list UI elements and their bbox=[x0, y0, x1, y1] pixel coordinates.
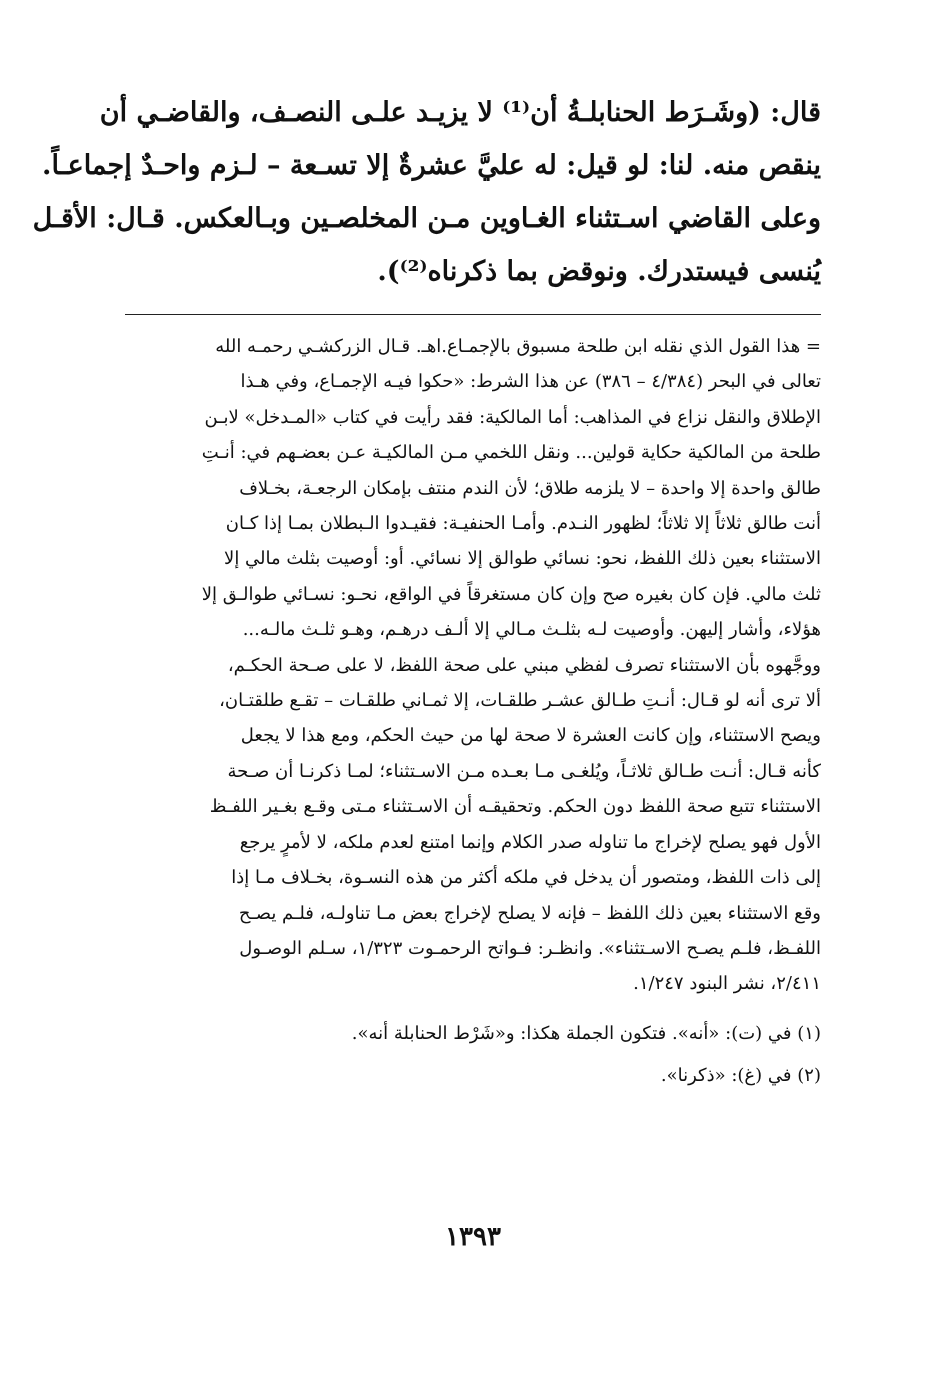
footnote-marker: (١) bbox=[797, 1022, 821, 1044]
footnote-line: تعالى في البحر (٤/٣٨٤ – ٣٨٦) عن هذا الشرط: «حكوا فيـه الإجمـاع، وفي هـذا bbox=[240, 371, 821, 393]
footnote-line: إلى ذات اللفظ، ومتصور أن يدخل في ملكه أكثر من هذه النسـوة، بخـلاف مـا إذا bbox=[231, 867, 821, 889]
footnote-line: الأول فهو يصلح لإخراج ما تناوله صدر الكلام وإنما امتنع لعدم ملكه، لا لأمرٍ يرجع bbox=[239, 831, 821, 853]
main-text bbox=[32, 86, 821, 298]
footnote-marker: (٢) bbox=[797, 1064, 821, 1086]
footnote-line: هؤلاء، وأشار إليهن. وأوصيت لـه بثلـث مـالي إلا ألـف درهـم، وهـو ثلـث مالـه... bbox=[242, 619, 821, 641]
footnote-divider bbox=[125, 314, 821, 315]
footnote-line: الاستثناء بعين ذلك اللفظ، نحو: نسائي طوالق إلا نسائي. أو: أوصيت بثلث مالي إلا bbox=[224, 548, 821, 570]
main-text-line: يُنسى فيستدرك. ونوقض بما ذكرناه⁽²⁾). bbox=[377, 256, 821, 287]
footnote-line: وقع الاستثناء بعين ذلك اللفظ – فإنه لا يصلح لإخراج بعض مـا تناولـه، فلـم يصـح bbox=[238, 902, 821, 924]
footnote-1 bbox=[125, 1016, 821, 1052]
footnote-line: = هذا القول الذي نقله ابن طلحة مسبوق بالإجمـاع.اهـ. قـال الزركشـي رحمـه الله bbox=[215, 336, 821, 357]
footnote-line: الاستثناء تتبع صحة اللفظ دون الحكم. وتحقيقـه أن الاسـتثناء مـتى وقـع بغـير اللفـظ bbox=[209, 796, 821, 818]
page-number: ١٣٩٣ bbox=[445, 1222, 501, 1252]
main-text-line: قال: (وشَـرَط الحنابلـةُ أن⁽¹⁾ لا يزيـد علـى النصـف، والقاضـي أن bbox=[99, 97, 821, 128]
footnote-line: ووجَّهوه بأن الاستثناء تصرف لفظي مبني على صحة اللفظ، لا على صـحة الحكـم، bbox=[227, 654, 821, 676]
footnote-line: طالق واحدة إلا واحدة – لا يلزمه طلاق؛ لأن الندم منتف بإمكان الرجعـة، بخـلاف bbox=[239, 477, 821, 499]
footnote-line: ويصح الاستثناء، وإن كانت العشرة لا صحة لها من حيث الحكم، ومع هذا لا يجعل bbox=[240, 725, 821, 747]
main-text-line: وعلى القاضي اسـتثناء الغـاوين مـن المخلصـين وبـالعكس. قـال: الأقـل bbox=[32, 203, 821, 234]
footnote-line: الإطلاق والنقل نزاع في المذاهب: أما المالكية: فقد رأيت في كتاب «المـدخل» لابـن bbox=[204, 406, 821, 428]
footnote-2 bbox=[125, 1058, 821, 1094]
footnote-continuation bbox=[125, 329, 821, 1002]
footnote-line: ثلث مالي. فإن كان بغيره صح وإن كان مستغرقاً في الواقع، نحـو: نسـائي طوالـق إلا bbox=[201, 583, 821, 605]
footnote-line: ٢/٤١١، نشر البنود ١/٢٤٧. bbox=[633, 973, 821, 995]
main-text-line: ينقص منه. لنا: لو قيل: له عليَّ عشرةٌ إلا تسـعة – لـزم واحـدٌ إجماعـاً. bbox=[42, 150, 821, 181]
footnote-line: طلحة من المالكية حكاية قولين... ونقل اللخمي مـن المالكيـة عـن بعضـهم في: أنـتِ bbox=[201, 442, 821, 464]
footnote-text: في (ت): «أنه». فتكون الجملة هكذا: و«شَرْط الحنابلة أنه». bbox=[351, 1022, 792, 1044]
footnote-line: اللفـظ، فلـم يصـح الاسـتثناء». وانظـر: فـواتح الرحمـوت ١/٣٢٣، سـلم الوصـول bbox=[239, 937, 821, 959]
footnote-line: كأنه قـال: أنـت طـالق ثلاثـاً، ويُلغـى مـا بعـده مـن الاسـتثناء؛ لمـا ذكرنـا أن صـحة bbox=[227, 760, 821, 782]
book-page bbox=[32, 86, 821, 1374]
footnote-line: أنت طالق ثلاثاً إلا ثلاثاً؛ لظهور النـدم. وأمـا الحنفيـة: فقيـدوا الـبطلان بمـا إذا كـان bbox=[225, 513, 821, 535]
footnote-line: ألا ترى أنه لو قـال: أنـتِ طـالق عشـر طلقـات، إلا ثمـاني طلقـات – تقـع طلقتـان، bbox=[219, 690, 821, 712]
footnote-text: في (غ): «ذكرنا». bbox=[660, 1064, 792, 1086]
